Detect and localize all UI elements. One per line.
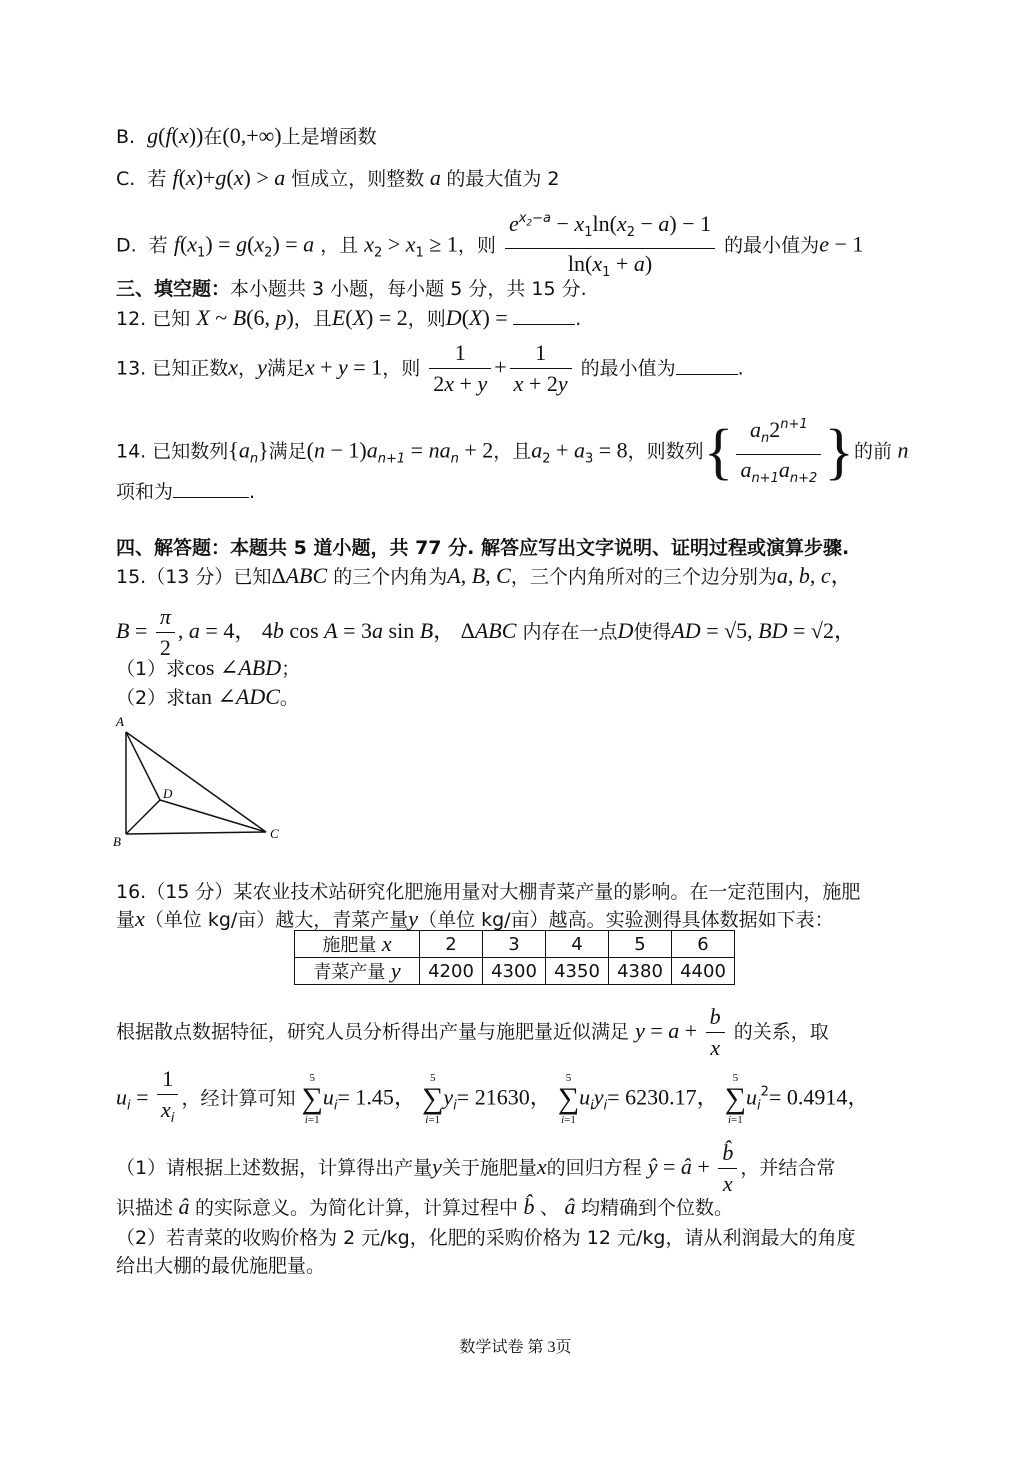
question-16-part2-cont	[116, 1252, 325, 1280]
answer-blank[interactable]	[676, 374, 738, 375]
question-text: 关于施肥量	[441, 1157, 537, 1179]
question-text: ，则数列	[627, 440, 704, 463]
question-text: 、	[540, 1197, 560, 1219]
table-cell: 4400	[672, 958, 735, 985]
option-text: ，且	[320, 234, 359, 257]
triangle-figure	[108, 712, 308, 852]
option-text: 恒成立，则整数	[291, 168, 425, 190]
question-text: 已知	[152, 308, 191, 330]
section-title: 四、解答题：本题共 5 道小题，共 77 分. 解答应写出文字说明、证明过程或演算步骤.	[116, 537, 850, 559]
question-text: 量	[116, 909, 136, 931]
table-cell: 2	[420, 931, 483, 958]
question-text: 的关系，取	[733, 1021, 829, 1043]
section-title: 三、填空题：	[116, 278, 231, 300]
option-d: D. 若 $f(x_1) = g(x_2) = a$ ，且 $x_2 > x_1 \ge 1$，则 $\frac{e^{x_2-a} - x_1\ln(x_2 - a) - 1}{\ln(x_1 + a)}$ 的最小值为e − 1	[116, 206, 863, 286]
table-cell: 4380	[609, 958, 672, 985]
question-16-line2: 量x（单位 kg/亩）越大，青菜产量y（单位 kg/亩）越高。实验测得具体数据如下表：	[116, 906, 834, 931]
question-text: 内存在一点	[522, 621, 618, 643]
question-text: 项和为	[116, 481, 174, 503]
question-text: ，并结合常	[740, 1157, 836, 1179]
question-text: 给出大棚的最优施肥量。	[116, 1255, 326, 1277]
question-16-part2	[116, 1224, 855, 1252]
table-header-cell: 青菜产量 y	[295, 958, 420, 985]
fraction: $\frac{a_n2^{n+1}}{a_{n+1}a_{n+2}}$	[736, 412, 821, 492]
vertex-label-d: D	[163, 786, 173, 801]
question-text: 识描述	[116, 1197, 174, 1219]
question-text: 根据散点数据特征，研究人员分析得出产量与施肥量近似满足	[116, 1021, 630, 1043]
section-desc: 本小题共 3 小题，每小题 5 分，共 15 分.	[230, 278, 587, 300]
question-number: 13.	[116, 357, 147, 380]
question-text: ，且	[493, 440, 532, 463]
option-text: 若	[148, 234, 168, 257]
question-15: 15.（13 分）已知ΔABC 的三个内角为A, B, C，三个内角所对的三个边分别为a, b, c，	[116, 563, 853, 588]
sum-value: = 1.45	[337, 1084, 394, 1110]
option-c: C. 若 f(x)+g(x) > a 恒成立，则整数 a 的最大值为 2	[116, 165, 560, 190]
subquestion-label: （1）求	[116, 658, 186, 680]
data-table	[294, 930, 735, 985]
section-4-heading	[116, 534, 849, 562]
option-text: 上是增函数	[281, 126, 377, 148]
option-text: 在	[203, 126, 223, 148]
math-expr: g	[147, 123, 159, 148]
question-text: ，三个内角所对的三个边分别为	[510, 566, 777, 588]
question-14: 14. 已知数列$\{a_n\}$满足$(n - 1)a_{n+1} = na_n + 2$，且$a_2 + a_3 = 8$，则数列{ $\frac{a_n2^{n+1}}{a_{n+1}a_{n+2}}$ }的前 n	[116, 412, 909, 492]
question-text: （单位 kg/亩）越大，青菜产量	[144, 909, 409, 931]
vertex-label-a: A	[116, 714, 124, 729]
fraction: $\frac{b̂}{x}$	[718, 1140, 737, 1197]
fraction: $\frac{\pi}{2}$	[156, 604, 175, 661]
question-12: 12. 已知 X ~ B(6, p)，且E(X) = 2，则D(X) = .	[116, 305, 582, 330]
option-b: B. g(f(x))在(0,+∞)上是增函数	[116, 123, 377, 148]
option-label: D.	[116, 234, 137, 257]
question-text: ，经计算可知	[181, 1087, 296, 1110]
sum-symbol: 5 ∑ i=1	[301, 1072, 323, 1126]
question-text: 。	[279, 687, 299, 709]
question-text: 使得	[633, 621, 672, 643]
segment-bd	[126, 800, 160, 834]
option-text: 若	[147, 168, 167, 190]
section-3-heading	[116, 275, 587, 303]
question-text: 的实际意义。为简化计算，计算过程中	[195, 1197, 519, 1219]
sum-symbol: 5 ∑ i=1	[724, 1072, 747, 1126]
question-15-part1: （1）求cos ∠ABD；	[116, 655, 301, 680]
table-cell: 4200	[420, 958, 483, 985]
question-text: （2）若青菜的收购价格为 2 元/kg，化肥的采购价格为 12 元/kg，请从利润最大的角度	[116, 1227, 856, 1249]
vertex-label-b: B	[113, 834, 121, 849]
question-text: （1）请根据上述数据，计算得出产量	[116, 1157, 433, 1179]
table-cell: 3	[483, 931, 546, 958]
question-15-given: B = $\frac{\pi}{2}$ , a = 4， 4b cos A = 3a sin B， ΔABC 内存在一点D使得AD = √5, BD = √2，	[116, 604, 856, 660]
option-text: ，则	[457, 234, 496, 257]
question-text: 满足	[266, 357, 305, 380]
question-text: 满足	[268, 440, 307, 463]
table-cell: 4	[546, 931, 609, 958]
question-number: 12.	[116, 308, 147, 330]
segment-ad	[126, 732, 160, 800]
answer-blank[interactable]	[173, 497, 249, 498]
question-13: 13. 已知正数x，y满足x + y = 1，则 $\frac{1}{2x + y}$ + $\frac{1}{x + 2y}$ 的最小值为 .	[116, 340, 744, 396]
question-text: 均精确到个位数。	[581, 1197, 734, 1219]
table-cell: 6	[672, 931, 735, 958]
question-text: 的三个内角为	[333, 566, 448, 588]
question-text: ，则	[382, 357, 421, 380]
sum-value: = 0.4914	[768, 1084, 848, 1110]
question-text: 的前	[854, 440, 893, 463]
question-text: 的回归方程	[546, 1157, 642, 1179]
option-text: 的最大值为 2	[446, 168, 560, 190]
question-16-line3: 根据散点数据特征，研究人员分析得出产量与施肥量近似满足 y = a + $\frac{b}{x}$ 的关系，取	[116, 1004, 829, 1060]
table-cell: 4300	[483, 958, 546, 985]
question-text: 已知	[233, 566, 272, 588]
question-number: 14.	[116, 440, 147, 463]
page-footer: 数学试卷 第 3页	[459, 1339, 572, 1356]
sum-symbol: 5 ∑ i=1	[557, 1072, 580, 1126]
question-text: 的最小值为	[580, 357, 676, 380]
question-14-cont: 项和为 .	[116, 481, 256, 503]
question-16-part1-cont: 识描述 â 的实际意义。为简化计算，计算过程中 b̂ 、 â 均精确到个位数。	[116, 1194, 734, 1219]
edge-bc	[126, 832, 266, 834]
question-15-part2: （2）求tan ∠ADC。	[116, 684, 299, 709]
question-16-part1: （1）请根据上述数据，计算得出产量y关于施肥量x的回归方程 ŷ = â + $\frac{b̂}{x}$ ，并结合常	[116, 1140, 836, 1196]
fraction: $\frac{e^{x_2-a} - x_1\ln(x_2 - a) - 1}{\ln(x_1 + a)}$	[505, 206, 715, 286]
table-row	[295, 931, 735, 958]
vertex-label-c: C	[270, 826, 279, 841]
fraction: $\frac{1}{x_i}$	[157, 1066, 178, 1132]
question-text: ，	[238, 357, 258, 380]
question-text: ，则	[407, 308, 446, 330]
subquestion-label: （2）求	[116, 687, 186, 709]
segment-cd	[160, 800, 266, 832]
question-text: 已知正数	[152, 357, 229, 380]
question-text: 已知数列	[152, 440, 229, 463]
question-text: 16.（15 分）某农业技术站研究化肥施用量对大棚青菜产量的影响。在一定范围内，施肥	[116, 881, 861, 903]
fraction: $\frac{1}{x + 2y}$	[510, 340, 572, 398]
table-header-cell: 施肥量 x	[295, 931, 420, 958]
question-text: （单位 kg/亩）越高。实验测得具体数据如下表：	[418, 909, 834, 931]
question-number: 15.	[116, 566, 147, 588]
edge-ac	[126, 732, 266, 832]
question-16-line4: $u_i$ = $\frac{1}{x_i}$ ，经计算可知 5 ∑ i=1 $u_i= 1.45$， 5 ∑ i=1 $y_i= 21630$， 5 ∑ i=1 $u_iy_i= 6230.17$， 5 ∑ i=1 $u_i^2= 0.4914$，	[116, 1066, 869, 1132]
option-text: 的最小值为	[724, 234, 820, 257]
option-label: C.	[116, 168, 136, 190]
table-cell: 5	[609, 931, 672, 958]
answer-blank[interactable]	[513, 324, 575, 325]
question-text: ；	[281, 658, 301, 680]
question-16-line1	[116, 878, 860, 906]
option-label: B.	[116, 126, 136, 148]
question-score: （13 分）	[146, 566, 234, 588]
table-row	[295, 958, 735, 985]
fraction: $\frac{b}{x}$	[706, 1004, 725, 1061]
fraction: $\frac{1}{2x + y}$	[429, 340, 491, 398]
question-text: ，且	[293, 308, 332, 330]
sum-value: = 21630	[456, 1084, 530, 1110]
table-cell: 4350	[546, 958, 609, 985]
sum-value: = 6230.17	[607, 1084, 697, 1110]
sum-symbol: 5 ∑ i=1	[422, 1072, 444, 1126]
